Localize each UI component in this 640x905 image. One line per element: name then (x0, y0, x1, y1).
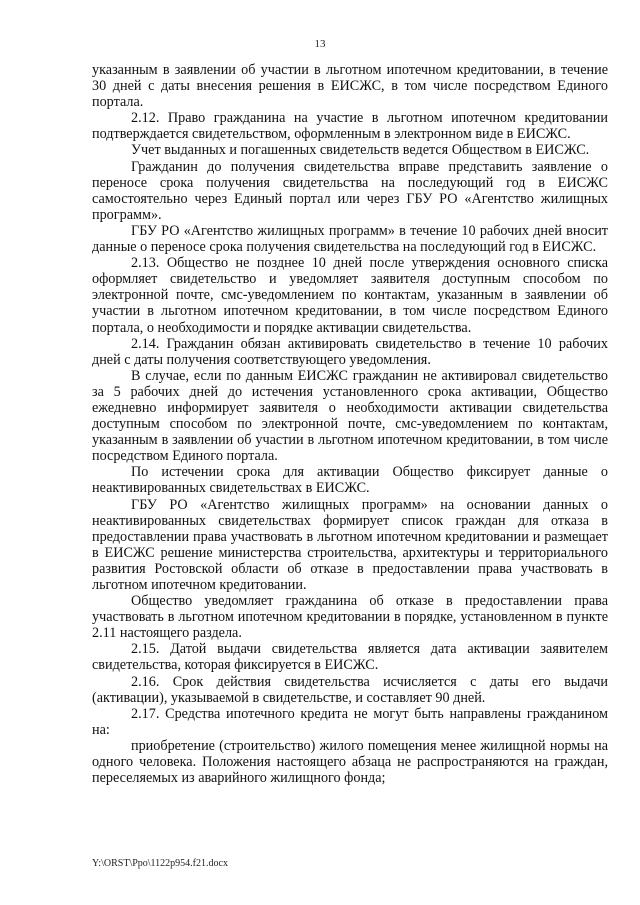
paragraph-2-15: 2.15. Датой выдачи свидетельства является дата активации заявителем свидетельства, которая фиксируется в ЕИСЖС. (92, 641, 608, 674)
paragraph-transfer-request: Гражданин до получения свидетельства вправе представить заявление о переносе срока получения свидетельства на последующий год в ЕИСЖС самостоятельно через Единый портал или через ГБУ РО «Агентство жилищных программ». (92, 158, 608, 223)
paragraph-2-14: 2.14. Гражданин обязан активировать свидетельство в течение 10 рабочих дней с даты получения соответствующего уведомления. (92, 335, 608, 368)
paragraph-2-16: 2.16. Срок действия свидетельства исчисляется с даты его выдачи (активации), указываемой в свидетельстве, и составляет 90 дней. (92, 673, 608, 706)
paragraph-2-13: 2.13. Общество не позднее 10 дней после утверждения основного списка оформляет свидетельство и уведомляет заявителя доступным способом по электронной почте, смс-уведомлением по контактам, указанным в заявлении об участии в льготном ипотечном кредитовании, в том числе посредством Единого портала, о необходимости и порядке активации свидетельства. (92, 255, 608, 336)
paragraph-agency-entry: ГБУ РО «Агентство жилищных программ» в течение 10 рабочих дней вносит данные о переносе срока получения свидетельства на последующий год в ЕИСЖС. (92, 222, 608, 256)
file-path-footer: Y:\ORST\Ppo\1122p954.f21.docx (92, 858, 228, 869)
paragraph-refusal-list: ГБУ РО «Агентство жилищных программ» на основании данных о неактивированных свидетельствах формирует список граждан для отказа в предоставлении права участвовать в льготном ипотечном кредитовании и размещает в ЕИСЖС решение министерства строительства, архитектуры и территориального развития Ростовской области об отказе в предоставлении права участвовать в льготном ипотечном кредитовании. (92, 496, 608, 593)
paragraph-housing-norm: приобретение (строительство) жилого помещения менее жилищной нормы на одного человека. Положения настоящего абзаца не распространяются на граждан, переселяемых из аварийного жилищного фонда; (92, 737, 608, 787)
paragraph-expiry: По истечении срока для активации Общество фиксирует данные о неактивированных свидетельствах в ЕИСЖС. (92, 464, 608, 497)
document-body (92, 62, 608, 786)
paragraph-continuation: указанным в заявлении об участии в льготном ипотечном кредитовании, в течение 30 дней с даты внесения решения в ЕИСЖС, в том числе посредством Единого портала. (92, 62, 608, 111)
paragraph-2-12: 2.12. Право гражданина на участие в льготном ипотечном кредитовании подтверждается свидетельством, оформленным в электронном виде в ЕИСЖС. (92, 110, 608, 143)
paragraph-refusal-notice: Общество уведомляет гражданина об отказе в предоставлении права участвовать в льготном ипотечном кредитовании в порядке, установленном в пункте 2.11 настоящего раздела. (92, 593, 608, 642)
paragraph-accounting: Учет выданных и погашенных свидетельств ведется Обществом в ЕИСЖС. (131, 142, 590, 159)
page-number: 13 (314, 38, 326, 50)
paragraph-not-activated: В случае, если по данным ЕИСЖС гражданин не активировал свидетельство за 5 рабочих дней до истечения установленного срока активации, Общество ежедневно информирует заявителя о необходимости активации свидетельства доступным способом по электронной почте, смс-уведомлением по контактам, указанным в заявлении об участии в льготном ипотечном кредитовании, в том числе посредством Единого портала. (92, 367, 608, 465)
paragraph-2-17: 2.17. Средства ипотечного кредита не могут быть направлены гражданином на: (92, 705, 608, 738)
